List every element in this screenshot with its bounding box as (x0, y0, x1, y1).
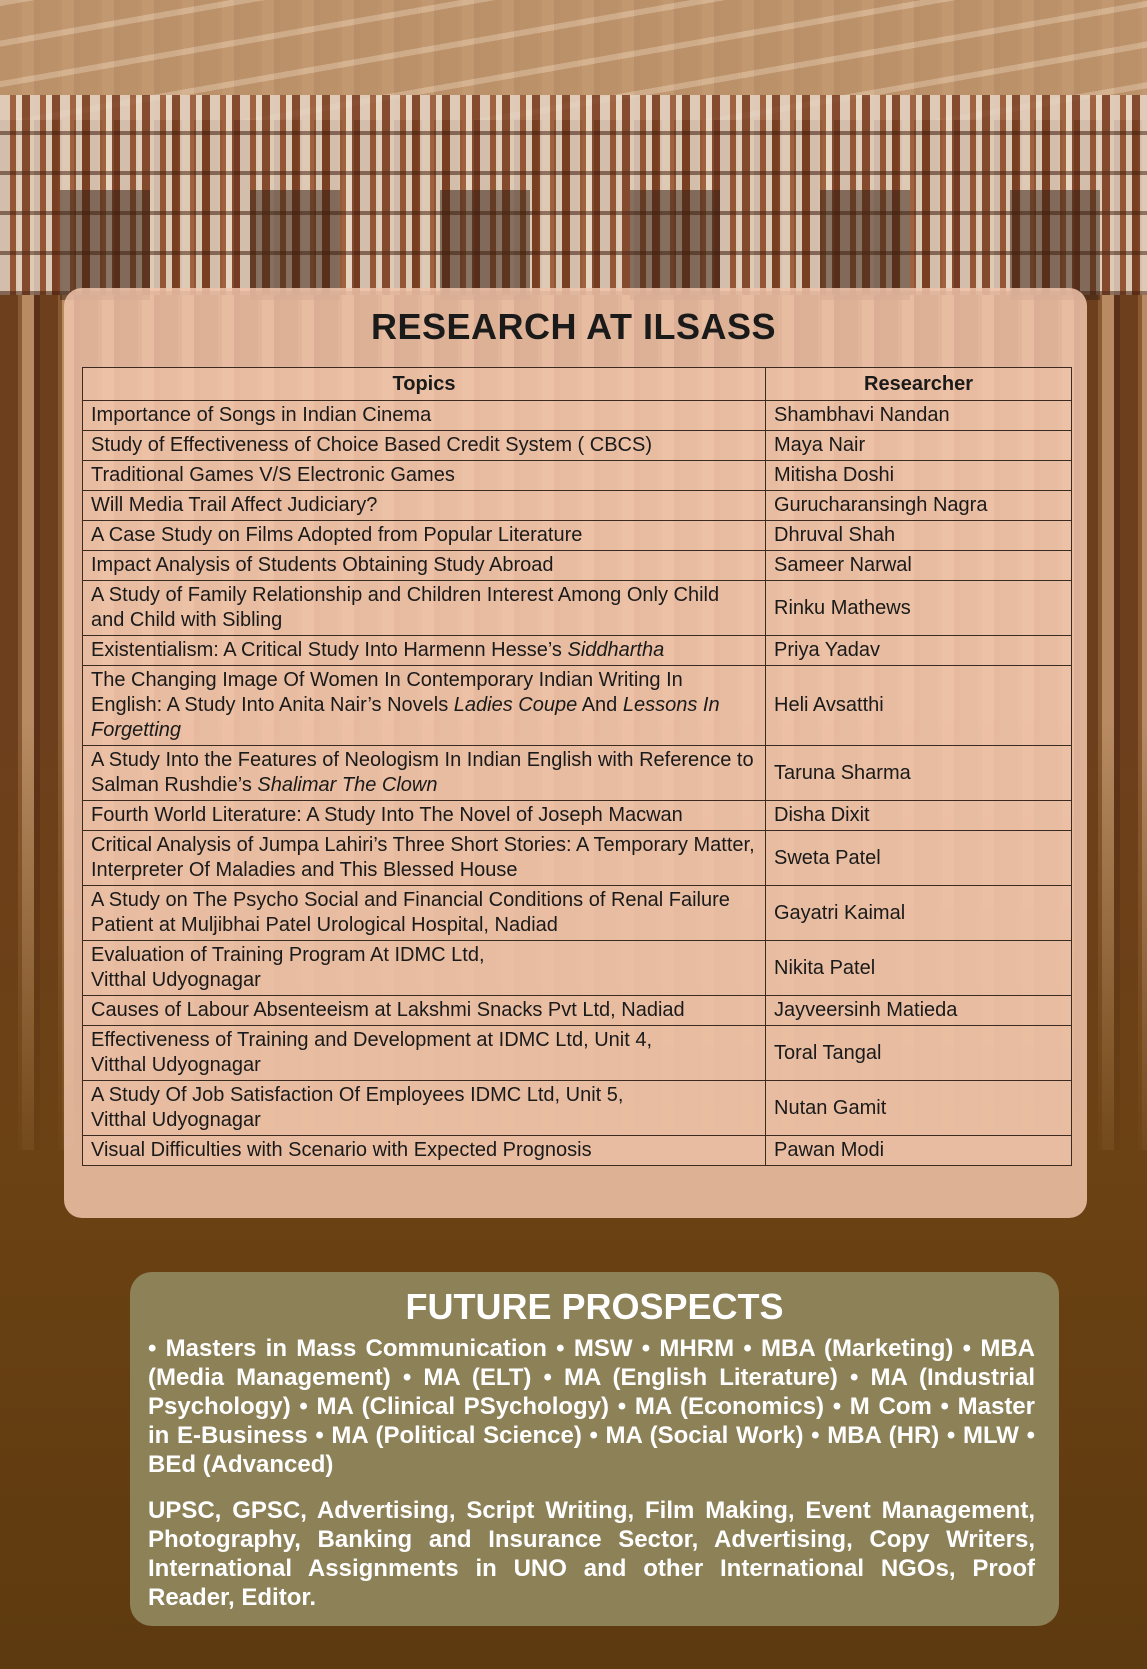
researcher-name: Priya Yadav (766, 636, 1072, 666)
future-prospects-title: FUTURE PROSPECTS (405, 1286, 784, 1327)
research-topic-title-italic: Shalimar The Clown (257, 774, 438, 796)
table-row (83, 886, 1072, 941)
researcher-name: Dhruval Shah (766, 521, 1072, 551)
research-topic: Traditional Games V/S Electronic Games (83, 461, 766, 491)
research-topic: Fourth World Literature: A Study Into The Novel of Joseph Macwan (83, 801, 766, 831)
research-topic-line: Vitthal Udyognagar (91, 1109, 261, 1131)
research-topic (83, 666, 766, 746)
research-topic (83, 941, 766, 996)
table-row (83, 521, 1072, 551)
table-row (83, 666, 1072, 746)
table-row (83, 1081, 1072, 1136)
researcher-name: Mitisha Doshi (766, 461, 1072, 491)
table-row (83, 551, 1072, 581)
table-row (83, 431, 1072, 461)
researcher-name: Taruna Sharma (766, 746, 1072, 801)
table-row (83, 746, 1072, 801)
research-topic (83, 746, 766, 801)
researcher-name: Heli Avsatthi (766, 666, 1072, 746)
research-topic-line: Vitthal Udyognagar (91, 1054, 261, 1076)
research-topic-title-italic: Siddhartha (567, 639, 665, 661)
researcher-name: Pawan Modi (766, 1136, 1072, 1166)
researcher-name: Sameer Narwal (766, 551, 1072, 581)
research-topic: A Study of Family Relationship and Children Interest Among Only Child and Child with Sibling (83, 581, 766, 636)
research-table (82, 367, 1072, 1166)
table-row (83, 401, 1072, 431)
research-topic (83, 1081, 766, 1136)
table-row (83, 941, 1072, 996)
researcher-name: Jayveersinh Matieda (766, 996, 1072, 1026)
topics-header: Topics (83, 368, 766, 401)
research-table-body (83, 401, 1072, 1166)
degree-list: • Masters in Mass Communication • MSW • MHRM • MBA (Marketing) • MBA (Media Management) • MA (ELT) • MA (English Literature) • MA (Industrial Psychology) • MA (Clinical PSychology) • MA (Economics) • M Com • Master in E-Business • MA (Political Science) • MA (Social Work) • MBA (HR) • MLW • BEd (Advanced) (148, 1335, 1035, 1478)
researcher-name: Gayatri Kaimal (766, 886, 1072, 941)
table-row (83, 1026, 1072, 1081)
research-topic: A Study on The Psycho Social and Financial Conditions of Renal Failure Patient at Muljibhai Patel Urological Hospital, Nadiad (83, 886, 766, 941)
research-topic: Study of Effectiveness of Choice Based Credit System ( CBCS) (83, 431, 766, 461)
research-topic: Visual Difficulties with Scenario with Expected Prognosis (83, 1136, 766, 1166)
table-header-row (83, 368, 1072, 401)
research-topic: Causes of Labour Absenteeism at Lakshmi Snacks Pvt Ltd, Nadiad (83, 996, 766, 1026)
research-topic: Will Media Trail Affect Judiciary? (83, 491, 766, 521)
table-row (83, 581, 1072, 636)
research-topic-part: And (577, 694, 623, 716)
research-topic-line: Evaluation of Training Program At IDMC Ltd, (91, 944, 485, 966)
research-topic: A Case Study on Films Adopted from Popular Literature (83, 521, 766, 551)
research-topic-title-italic: Lessons In Forgetting (91, 694, 720, 741)
researcher-name: Toral Tangal (766, 1026, 1072, 1081)
research-topic (83, 636, 766, 666)
researcher-name: Sweta Patel (766, 831, 1072, 886)
research-topic-line: Effectiveness of Training and Development at IDMC Ltd, Unit 4, (91, 1029, 653, 1051)
research-topic-part: Existentialism: A Critical Study Into Harmenn Hesse’s (91, 639, 568, 661)
research-topic-part: A Study Into the Features of Neologism In Indian English with Reference to Salman Rushdie’s (91, 749, 754, 796)
research-topic: Importance of Songs in Indian Cinema (83, 401, 766, 431)
researcher-name: Disha Dixit (766, 801, 1072, 831)
research-topic-part: The Changing Image Of Women In Contemporary Indian Writing In English: A Study Into Anita Nair’s Novels (91, 669, 683, 716)
researcher-name: Nutan Gamit (766, 1081, 1072, 1136)
researcher-header: Researcher (766, 368, 1072, 401)
table-row (83, 996, 1072, 1026)
library-computer-monitors (0, 190, 1147, 300)
researcher-name: Nikita Patel (766, 941, 1072, 996)
research-topic: Critical Analysis of Jumpa Lahiri’s Three Short Stories: A Temporary Matter, Interpreter Of Maladies and This Blessed House (83, 831, 766, 886)
table-row (83, 801, 1072, 831)
researcher-name: Maya Nair (766, 431, 1072, 461)
researcher-name: Gurucharansingh Nagra (766, 491, 1072, 521)
table-row (83, 491, 1072, 521)
career-list: UPSC, GPSC, Advertising, Script Writing, Film Making, Event Management, Photography, Banking and Insurance Sector, Advertising, Copy Writers, International Assignments in UNO and other International NGOs, Proof Reader, Editor. (148, 1497, 1035, 1611)
table-row (83, 1136, 1072, 1166)
table-row (83, 461, 1072, 491)
research-title: RESEARCH AT ILSASS (370, 306, 777, 347)
research-topic-title-italic: Ladies Coupe (453, 694, 578, 716)
table-row (83, 831, 1072, 886)
researcher-name: Shambhavi Nandan (766, 401, 1072, 431)
research-topic-line: A Study Of Job Satisfaction Of Employees IDMC Ltd, Unit 5, (91, 1084, 624, 1106)
research-topic: Impact Analysis of Students Obtaining Study Abroad (83, 551, 766, 581)
research-topic (83, 1026, 766, 1081)
research-topic-line: Vitthal Udyognagar (91, 969, 261, 991)
table-row (83, 636, 1072, 666)
researcher-name: Rinku Mathews (766, 581, 1072, 636)
